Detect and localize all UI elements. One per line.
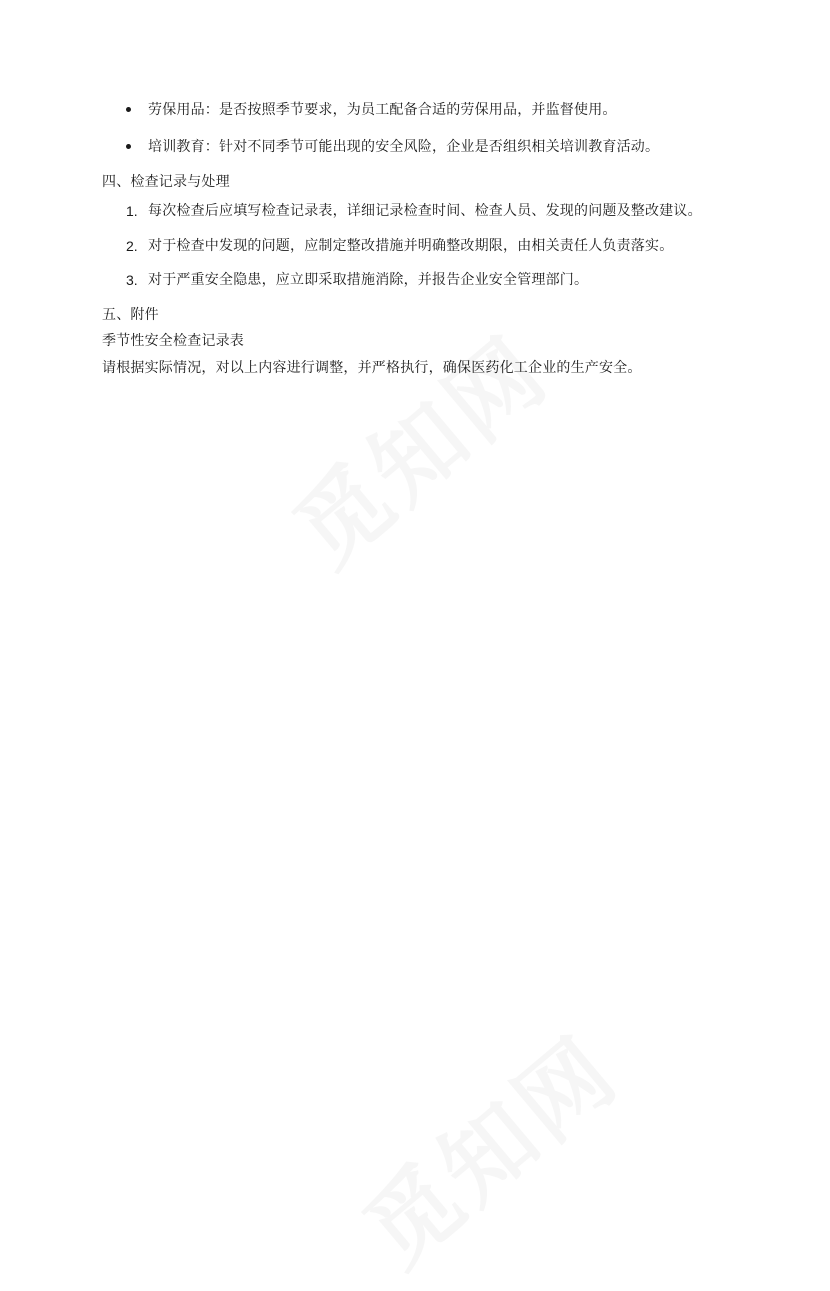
closing-paragraph: 请根据实际情况，对以上内容进行调整，并严格执行，确保医药化工企业的生产安全。	[102, 360, 642, 376]
watermark	[262, 301, 572, 591]
list-item: 对于严重安全隐患，应立即采取措施消除，并报告企业安全管理部门。	[148, 272, 589, 288]
bullet-icon	[126, 144, 131, 149]
section-heading: 四、检查记录与处理	[102, 174, 230, 190]
list-number: 1.	[126, 203, 138, 219]
section-heading: 五、附件	[102, 307, 159, 323]
list-item: 对于检查中发现的问题，应制定整改措施并明确整改期限，由相关责任人负责落实。	[148, 238, 674, 254]
bullet-icon	[126, 107, 131, 112]
watermark	[332, 1001, 642, 1291]
attachment-title: 季节性安全检查记录表	[102, 333, 244, 349]
list-item: 每次检查后应填写检查记录表，详细记录检查时间、检查人员、发现的问题及整改建议。	[148, 203, 702, 219]
list-item: 劳保用品：是否按照季节要求，为员工配备合适的劳保用品，并监督使用。	[148, 102, 617, 118]
list-number: 3.	[126, 272, 138, 288]
list-item: 培训教育：针对不同季节可能出现的安全风险，企业是否组织相关培训教育活动。	[148, 139, 660, 155]
list-number: 2.	[126, 238, 138, 254]
